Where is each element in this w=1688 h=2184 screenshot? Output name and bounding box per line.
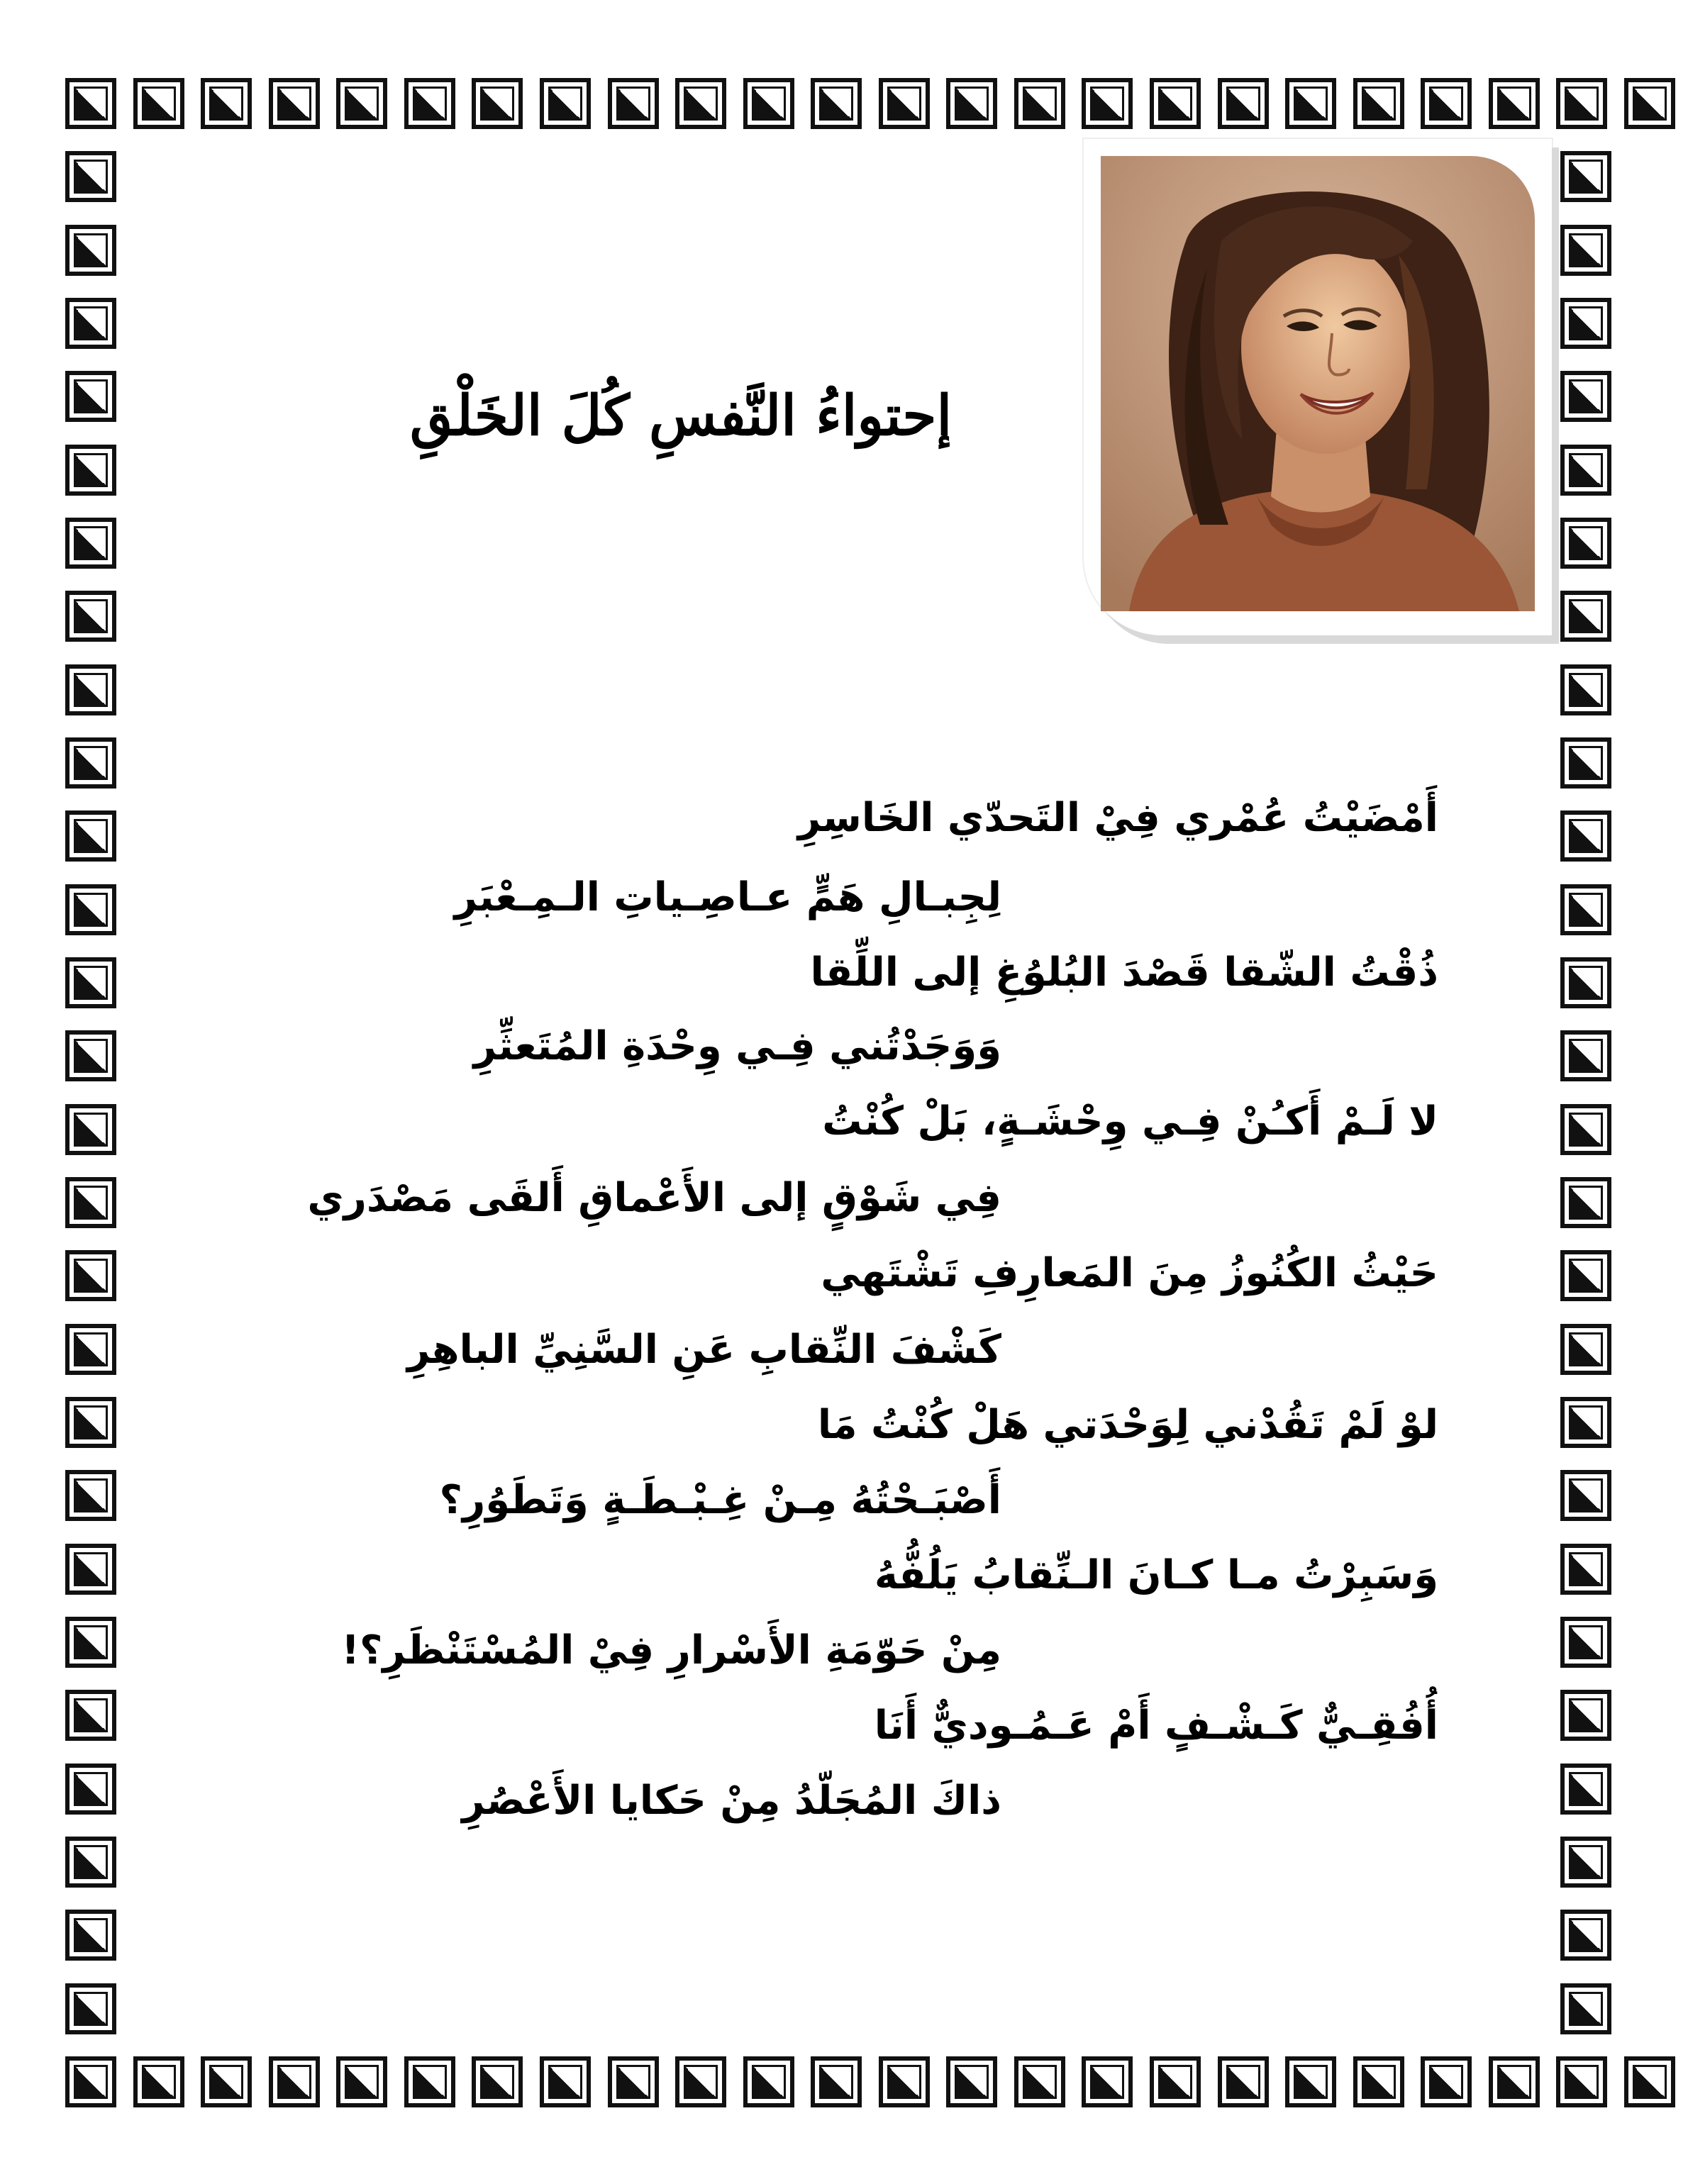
- poem-line: حَيْثُ الكُنُوزُ مِنَ المَعارِفِ تَشْتَهي: [821, 1250, 1438, 1296]
- poem-line: كَشْفَ النِّقابِ عَنِ السَّنِيِّ الباهِرِ: [406, 1327, 1001, 1373]
- poem-line: أَصْبَـحْتُهُ مِـنْ غِـبْـطَـةٍ وَتَطَوُرِ؟: [439, 1477, 1001, 1523]
- poem-line: وَسَبِرْتُ مـا كـانَ الـنِّقابُ يَلُفُّهُ: [874, 1552, 1438, 1598]
- poem-line: لوْ لَمْ تَقُدْني لِوَحْدَتي هَلْ كُنْتُ مَا: [817, 1402, 1438, 1448]
- poem-line: ذاكَ المُجَلّدُ مِنْ حَكايا الأَعْصُرِ: [462, 1778, 1001, 1824]
- poem-line: لا لَـمْ أَكـُنْ فِـي وِحْشَـةٍ، بَلْ كُنْتُ: [822, 1098, 1438, 1144]
- poem-line: وَوَجَدْتُني فِـي وِحْدَةِ المُتَعثِّرِ: [473, 1023, 1001, 1069]
- poem-title: إحتواءُ النَّفسِ كُلَ الخَلْقِ: [409, 384, 953, 448]
- poem-line: ذُقْتُ الشّقا قَصْدَ البُلوُغِ إلى اللِّقا: [810, 949, 1438, 996]
- poem-line: لِجِبـالِ هَمٍّ عـاصِـياتِ الـمِـعْبَرِ: [454, 874, 1001, 920]
- poem-line: مِنْ حَوّمَةِ الأَسْرارِ فِيْ المُسْتَنْظَرِ؟!: [341, 1627, 1001, 1673]
- poem-line: فِي شَوْقٍ إلى الأَعْماقِ أَلقَى مَصْدَري: [307, 1175, 1001, 1221]
- poem-line: أُفُقِـيٌّ كَـشْـفٍ أَمْ عَـمُـوديٌّ أَنَا: [874, 1703, 1438, 1749]
- poem-line: أَمْضَيْتُ عُمْري فِيْ التَحدّي الخَاسِرِ: [797, 795, 1438, 841]
